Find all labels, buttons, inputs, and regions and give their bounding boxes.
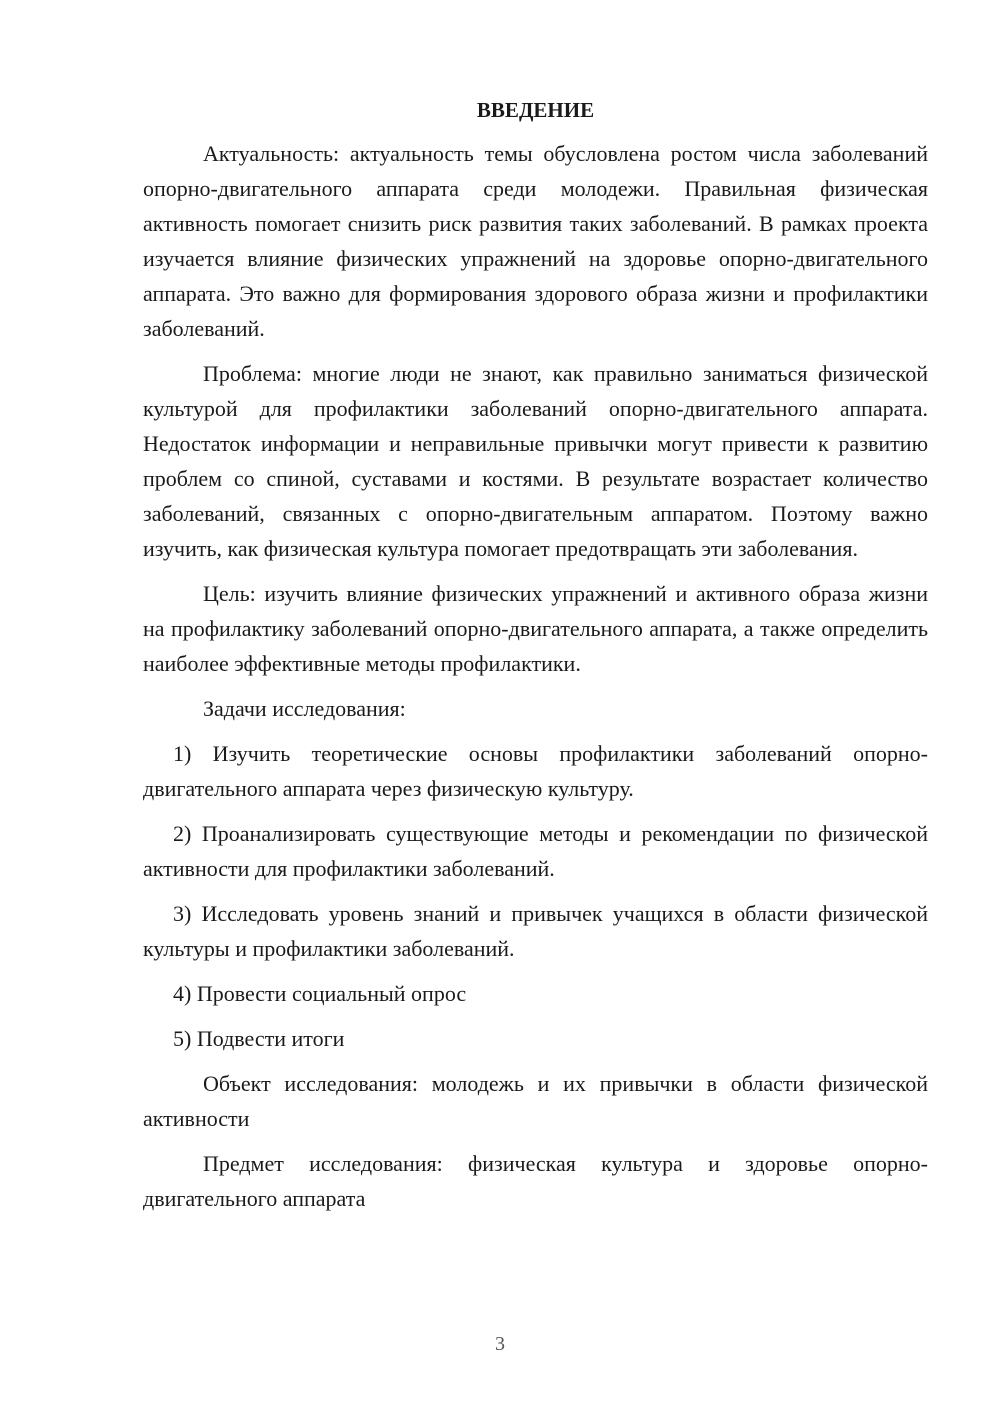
task-item-1: 1) Изучить теоретические основы профилактики заболеваний опорно-двигательного аппарата через физическую культуру. — [143, 741, 928, 801]
tasks-heading: Задачи исследования: — [203, 696, 406, 721]
tasks-list — [143, 736, 928, 1056]
page-title: ВВЕДЕНИЕ — [476, 98, 595, 122]
problem-paragraph: Проблема: многие люди не знают, как правильно заниматься физической культурой для профилактики заболеваний опорно-двигательного аппарата. Недостаток информации и неправильные привычки могут привести к развитию проблем со спиной, суставами и костями. В результате возрастает количество заболеваний, связанных с опорно-двигательным аппаратом. Поэтому важно изучить, как физическая культура помогает предотвращать эти заболевания. — [143, 361, 928, 561]
page-number: 3 — [495, 1333, 505, 1355]
subject-paragraph: Предмет исследования: физическая культура и здоровье опорно-двигательного аппарата — [143, 1151, 928, 1211]
relevance-paragraph: Актуальность: актуальность темы обусловлена ростом числа заболеваний опорно-двигательного аппарата среди молодежи. Правильная физическая активность помогает снизить риск развития таких заболеваний. В рамках проекта изучается влияние физических упражнений на здоровье опорно-двигательного аппарата. Это важно для формирования здорового образа жизни и профилактики заболеваний. — [143, 141, 928, 341]
task-item-2: 2) Проанализировать существующие методы и рекомендации по физической активности для профилактики заболеваний. — [143, 821, 928, 881]
document-page — [143, 93, 928, 1226]
task-item-3: 3) Исследовать уровень знаний и привычек учащихся в области физической культуры и профилактики заболеваний. — [143, 901, 928, 961]
object-paragraph: Объект исследования: молодежь и их привычки в области физической активности — [143, 1071, 928, 1131]
goal-paragraph: Цель: изучить влияние физических упражнений и активного образа жизни на профилактику заболеваний опорно-двигательного аппарата, а также определить наиболее эффективные методы профилактики. — [143, 581, 928, 676]
task-item-5: 5) Подвести итоги — [173, 1026, 345, 1051]
task-item-4: 4) Провести социальный опрос — [173, 981, 467, 1006]
